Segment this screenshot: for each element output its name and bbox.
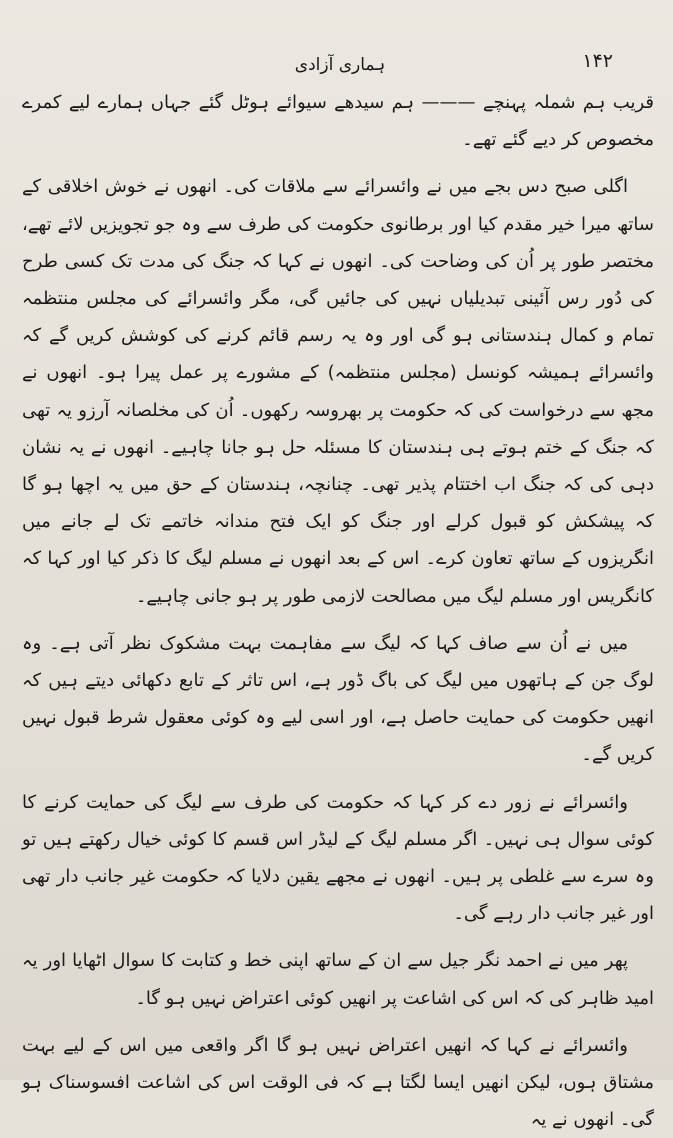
running-title: ہماری آزادی [294,55,386,75]
page-number: ۱۴۲ [582,50,613,72]
paragraph: وائسرائے نے کہا کہ انھیں اعتراض نہیں ہو گا اگر واقعی میں اس کے لیے بہت مشتاق ہوں، لیکن انھیں ایسا لگتا ہے کہ فی الوقت اس کی اشاعت افسوسناک ہو گی۔ انھوں نے یہ [22,1034,654,1131]
paragraph: اگلی صبح دس بجے میں نے وائسرائے سے ملاقات کی۔ انھوں نے خوش اخلاقی کے ساتھ میرا خیر مقدم کیا اور برطانوی حکومت کی طرف سے وہ جو تجویزیں لائے تھے، مختصر طور پر اُن کی وضاحت کی۔ انھوں نے کہا کہ جنگ کی مدت تک کسی طرح کی دُور رس آئینی تبدیلیاں نہیں کی جائیں گی، مگر وائسرائے کی مجلس منتظمہ تمام و کمال ہندستانی ہو گی اور وہ یہ رسم قائم کرنے کی کوشش کریں گے کہ وائسرائے ہمیشہ کونسل (مجلس منتظمہ) کے مشورے پر عمل پیرا ہو۔ انھوں نے مجھ سے درخواست کی کہ حکومت پر بھروسہ رکھوں۔ اُن کی مخلصانہ آرزو یہ تھی کہ جنگ کے ختم ہوتے ہی ہندستان کا مسئلہ حل ہو جانا چاہیے۔ انھوں نے یہ نشان دہی کی کہ جنگ اب اختتام پذیر تھی۔ چنانچہ، ہندستان کے حق میں یہ اچھا ہو گا کہ پیشکش کو قبول کرلے اور جنگ کو ایک فتح مندانہ خاتمے تک لے جانے میں انگریزوں کے ساتھ تعاون کرے۔ اس کے بعد انھوں نے مسلم لیگ کا ذکر کیا اور کہا کہ کانگریس اور مسلم لیگ میں مصالحت لازمی طور پر ہو جانی چاہیے۔ [22,176,655,607]
paragraph: قریب ہم شملہ پہنچے ——— ہم سیدھے سیوائے ہوٹل گئے جہاں ہمارے لیے کمرے مخصوص کر دیے گئے تھے۔ [22,92,654,151]
page-header [0,48,673,88]
page-body [22,84,655,1131]
paragraph: وائسرائے نے زور دے کر کہا کہ حکومت کی طرف سے لیگ کی حمایت کرنے کا کوئی سوال ہی نہیں۔ اگر مسلم لیگ کے لیڈر اس قسم کا کوئی خیال رکھتے ہیں تو وہ سرے سے غلطی پر ہیں۔ انھوں نے مجھے یقین دلایا کہ حکومت غیر جانب دار تھی اور غیر جانب دار رہے گی۔ [22,791,654,925]
paragraph: پھر میں نے احمد نگر جیل سے ان کے ساتھ اپنی خط و کتابت کا سوال اٹھایا اور یہ امید ظاہر کی کہ اس کی اشاعت پر انھیں کوئی اعتراض نہیں ہو گا۔ [22,950,654,1009]
paragraph: میں نے اُن سے صاف کہا کہ لیگ سے مفاہمت بہت مشکوک نظر آتی ہے۔ وہ لوگ جن کے ہاتھوں میں لیگ کی باگ ڈور ہے، اس تاثر کے تابع دکھائی دیتے ہیں کہ انھیں حکومت کی حمایت حاصل ہے، اور اسی لیے وہ کوئی معقول شرط قبول نہیں کریں گے۔ [22,632,654,766]
